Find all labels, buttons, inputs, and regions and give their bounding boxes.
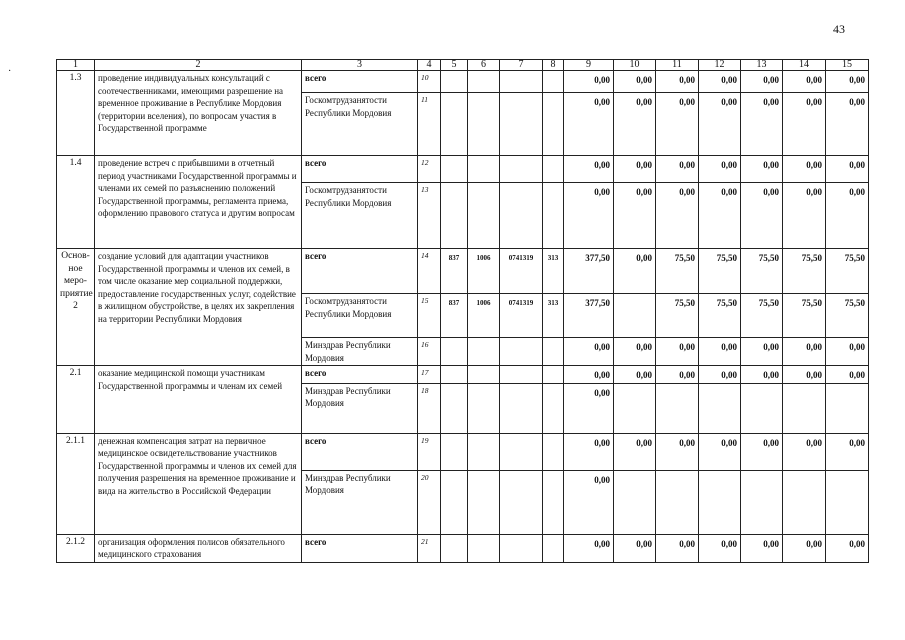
budget-code-c6 bbox=[500, 383, 543, 433]
budget-code-c6: 0741319 bbox=[500, 249, 543, 294]
budget-code-c4 bbox=[441, 433, 468, 470]
amount-col-13: 0,00 bbox=[741, 338, 783, 366]
amount-col-9: 0,00 bbox=[564, 470, 614, 534]
budget-code-c4 bbox=[441, 71, 468, 93]
budget-table bbox=[56, 59, 869, 563]
budget-code-c4 bbox=[441, 534, 468, 562]
header-col-4: 4 bbox=[418, 60, 441, 71]
row-number: 18 bbox=[418, 383, 441, 433]
header-col-10: 10 bbox=[614, 60, 656, 71]
amount-col-10: 0,00 bbox=[614, 433, 656, 470]
amount-col-11: 75,50 bbox=[656, 294, 699, 338]
budget-code-c5 bbox=[468, 93, 500, 156]
amount-col-10: 0,00 bbox=[614, 534, 656, 562]
budget-code-c6 bbox=[500, 156, 543, 183]
amount-col-15: 0,00 bbox=[826, 534, 869, 562]
item-number: 1.3 bbox=[57, 71, 95, 156]
amount-col-9: 0,00 bbox=[564, 383, 614, 433]
header-col-2: 2 bbox=[95, 60, 302, 71]
item-description: проведение встреч с прибывшими в отчетный период участниками Государственной программы и членами их семей по разъяснению положений Государственной программы, регламента приема, оформлению правового статуса и другим вопросам bbox=[95, 156, 302, 249]
amount-col-9: 0,00 bbox=[564, 71, 614, 93]
amount-col-15 bbox=[826, 470, 869, 534]
budget-code-c7 bbox=[543, 383, 564, 433]
item-number: 2.1.1 bbox=[57, 433, 95, 534]
funding-source: всего bbox=[302, 433, 418, 470]
budget-code-c6 bbox=[500, 366, 543, 384]
budget-code-c5: 1006 bbox=[468, 294, 500, 338]
amount-col-13 bbox=[741, 383, 783, 433]
header-col-12: 12 bbox=[699, 60, 741, 71]
amount-col-9: 0,00 bbox=[564, 338, 614, 366]
header-row bbox=[57, 60, 869, 71]
funding-source: Госкомтрудзанятости Республики Мордовия bbox=[302, 93, 418, 156]
row-number: 17 bbox=[418, 366, 441, 384]
amount-col-14: 0,00 bbox=[783, 366, 826, 384]
budget-code-c5 bbox=[468, 433, 500, 470]
amount-col-9: 0,00 bbox=[564, 433, 614, 470]
header-col-6: 6 bbox=[468, 60, 500, 71]
amount-col-15: 0,00 bbox=[826, 156, 869, 183]
amount-col-13: 0,00 bbox=[741, 71, 783, 93]
amount-col-11: 0,00 bbox=[656, 366, 699, 384]
amount-col-10: 0,00 bbox=[614, 249, 656, 294]
funding-source: всего bbox=[302, 249, 418, 294]
row-number: 14 bbox=[418, 249, 441, 294]
amount-col-14: 0,00 bbox=[783, 156, 826, 183]
amount-col-12: 75,50 bbox=[699, 249, 741, 294]
amount-col-14 bbox=[783, 470, 826, 534]
funding-source: Минздрав Республики Мордовия bbox=[302, 383, 418, 433]
amount-col-14: 75,50 bbox=[783, 294, 826, 338]
amount-col-10: 0,00 bbox=[614, 156, 656, 183]
amount-col-13: 75,50 bbox=[741, 294, 783, 338]
budget-code-c6: 0741319 bbox=[500, 294, 543, 338]
amount-col-12: 0,00 bbox=[699, 71, 741, 93]
amount-col-12: 0,00 bbox=[699, 433, 741, 470]
header-col-7: 7 bbox=[500, 60, 543, 71]
amount-col-14: 0,00 bbox=[783, 534, 826, 562]
funding-source: всего bbox=[302, 71, 418, 93]
budget-code-c7: 313 bbox=[543, 294, 564, 338]
amount-col-14 bbox=[783, 383, 826, 433]
amount-col-9: 0,00 bbox=[564, 93, 614, 156]
table-body bbox=[57, 71, 869, 563]
amount-col-15: 0,00 bbox=[826, 433, 869, 470]
header-col-9: 9 bbox=[564, 60, 614, 71]
row-number: 19 bbox=[418, 433, 441, 470]
amount-col-15 bbox=[826, 383, 869, 433]
amount-col-14: 0,00 bbox=[783, 71, 826, 93]
amount-col-13: 75,50 bbox=[741, 249, 783, 294]
budget-code-c7 bbox=[543, 156, 564, 183]
table-row bbox=[57, 156, 869, 183]
budget-code-c5 bbox=[468, 156, 500, 183]
row-number: 11 bbox=[418, 93, 441, 156]
funding-source: Госкомтрудзанятости Республики Мордовия bbox=[302, 183, 418, 249]
funding-source: Госкомтрудзанятости Республики Мордовия bbox=[302, 294, 418, 338]
row-number: 21 bbox=[418, 534, 441, 562]
header-col-8: 8 bbox=[543, 60, 564, 71]
header-col-14: 14 bbox=[783, 60, 826, 71]
budget-code-c5 bbox=[468, 470, 500, 534]
amount-col-9: 0,00 bbox=[564, 156, 614, 183]
budget-code-c4 bbox=[441, 338, 468, 366]
row-number: 15 bbox=[418, 294, 441, 338]
row-number: 13 bbox=[418, 183, 441, 249]
amount-col-10: 0,00 bbox=[614, 183, 656, 249]
amount-col-14: 75,50 bbox=[783, 249, 826, 294]
amount-col-15: 75,50 bbox=[826, 249, 869, 294]
amount-col-13 bbox=[741, 470, 783, 534]
budget-code-c5 bbox=[468, 71, 500, 93]
budget-code-c7 bbox=[543, 534, 564, 562]
funding-source: Минздрав Республики Мордовия bbox=[302, 470, 418, 534]
budget-code-c4: 837 bbox=[441, 249, 468, 294]
amount-col-13: 0,00 bbox=[741, 534, 783, 562]
header-col-13: 13 bbox=[741, 60, 783, 71]
amount-col-11: 75,50 bbox=[656, 249, 699, 294]
budget-code-c7 bbox=[543, 433, 564, 470]
amount-col-11: 0,00 bbox=[656, 534, 699, 562]
item-description: оказание медицинской помощи участникам Государственной программы и членам их семей bbox=[95, 366, 302, 434]
amount-col-14: 0,00 bbox=[783, 338, 826, 366]
amount-col-11: 0,00 bbox=[656, 71, 699, 93]
budget-code-c4 bbox=[441, 366, 468, 384]
header-col-1: 1 bbox=[57, 60, 95, 71]
budget-code-c5 bbox=[468, 534, 500, 562]
budget-code-c7 bbox=[543, 470, 564, 534]
amount-col-12: 0,00 bbox=[699, 93, 741, 156]
amount-col-9: 0,00 bbox=[564, 534, 614, 562]
budget-code-c4 bbox=[441, 470, 468, 534]
amount-col-11: 0,00 bbox=[656, 156, 699, 183]
amount-col-12: 0,00 bbox=[699, 338, 741, 366]
amount-col-10: 0,00 bbox=[614, 338, 656, 366]
table-row bbox=[57, 71, 869, 93]
amount-col-9: 377,50 bbox=[564, 249, 614, 294]
item-description: создание условий для адаптации участников Государственной программы и членов их семей, в том числе оказание мер социальной поддержки, предоставление государственных услуг, содействие в жилищном обустройстве, в целях их закрепления на территории Республики Мордовия bbox=[95, 249, 302, 366]
budget-code-c6 bbox=[500, 534, 543, 562]
budget-code-c7 bbox=[543, 338, 564, 366]
item-number: 2.1.2 bbox=[57, 534, 95, 562]
amount-col-12: 0,00 bbox=[699, 534, 741, 562]
header-col-15: 15 bbox=[826, 60, 869, 71]
budget-code-c4: 837 bbox=[441, 294, 468, 338]
page-number: 43 bbox=[833, 22, 845, 36]
header-col-3: 3 bbox=[302, 60, 418, 71]
header-col-11: 11 bbox=[656, 60, 699, 71]
item-description: проведение индивидуальных консультаций с соотечественниками, имеющими разрешение на временное проживание в Республике Мордовия (территории вселения), по вопросам участия в Государственной программе bbox=[95, 71, 302, 156]
budget-code-c6 bbox=[500, 183, 543, 249]
budget-code-c4 bbox=[441, 383, 468, 433]
item-number: 2.1 bbox=[57, 366, 95, 434]
amount-col-15: 75,50 bbox=[826, 294, 869, 338]
amount-col-11: 0,00 bbox=[656, 93, 699, 156]
margin-mark: · bbox=[8, 66, 12, 77]
amount-col-13: 0,00 bbox=[741, 156, 783, 183]
budget-code-c6 bbox=[500, 433, 543, 470]
budget-code-c6 bbox=[500, 71, 543, 93]
amount-col-11: 0,00 bbox=[656, 183, 699, 249]
item-description: организация оформления полисов обязательного медицинского страхования bbox=[95, 534, 302, 562]
amount-col-10 bbox=[614, 470, 656, 534]
amount-col-10: 0,00 bbox=[614, 366, 656, 384]
amount-col-15: 0,00 bbox=[826, 338, 869, 366]
budget-code-c7 bbox=[543, 71, 564, 93]
amount-col-14: 0,00 bbox=[783, 93, 826, 156]
amount-col-12: 75,50 bbox=[699, 294, 741, 338]
amount-col-14: 0,00 bbox=[783, 433, 826, 470]
amount-col-13: 0,00 bbox=[741, 366, 783, 384]
amount-col-12: 0,00 bbox=[699, 156, 741, 183]
item-number: 1.4 bbox=[57, 156, 95, 249]
item-number: Основ-ное меро-приятие 2 bbox=[57, 249, 95, 366]
funding-source: всего bbox=[302, 156, 418, 183]
amount-col-10: 0,00 bbox=[614, 71, 656, 93]
amount-col-12: 0,00 bbox=[699, 183, 741, 249]
row-number: 10 bbox=[418, 71, 441, 93]
budget-code-c6 bbox=[500, 338, 543, 366]
budget-code-c6 bbox=[500, 93, 543, 156]
funding-source: всего bbox=[302, 534, 418, 562]
funding-source: всего bbox=[302, 366, 418, 384]
budget-code-c5 bbox=[468, 183, 500, 249]
amount-col-11: 0,00 bbox=[656, 433, 699, 470]
amount-col-11: 0,00 bbox=[656, 338, 699, 366]
budget-code-c5 bbox=[468, 338, 500, 366]
amount-col-15: 0,00 bbox=[826, 93, 869, 156]
budget-code-c7 bbox=[543, 366, 564, 384]
table-row bbox=[57, 249, 869, 294]
row-number: 16 bbox=[418, 338, 441, 366]
amount-col-13: 0,00 bbox=[741, 433, 783, 470]
budget-code-c5 bbox=[468, 383, 500, 433]
row-number: 12 bbox=[418, 156, 441, 183]
amount-col-12 bbox=[699, 470, 741, 534]
amount-col-15: 0,00 bbox=[826, 71, 869, 93]
amount-col-10: 0,00 bbox=[614, 93, 656, 156]
budget-code-c6 bbox=[500, 470, 543, 534]
amount-col-9: 0,00 bbox=[564, 366, 614, 384]
budget-code-c5 bbox=[468, 366, 500, 384]
item-description: денежная компенсация затрат на первичное медицинское освидетельствование участников Государственной программы и членов их семей для получения разрешения на временное проживание и вида на жительство в Российской Федерации bbox=[95, 433, 302, 534]
budget-code-c4 bbox=[441, 93, 468, 156]
amount-col-12 bbox=[699, 383, 741, 433]
amount-col-14: 0,00 bbox=[783, 183, 826, 249]
amount-col-13: 0,00 bbox=[741, 183, 783, 249]
funding-source: Минздрав Республики Мордовия bbox=[302, 338, 418, 366]
amount-col-10 bbox=[614, 294, 656, 338]
amount-col-9: 0,00 bbox=[564, 183, 614, 249]
table-row bbox=[57, 534, 869, 562]
budget-code-c4 bbox=[441, 156, 468, 183]
amount-col-9: 377,50 bbox=[564, 294, 614, 338]
amount-col-11 bbox=[656, 383, 699, 433]
amount-col-15: 0,00 bbox=[826, 366, 869, 384]
budget-code-c7 bbox=[543, 183, 564, 249]
amount-col-11 bbox=[656, 470, 699, 534]
amount-col-10 bbox=[614, 383, 656, 433]
header-col-5: 5 bbox=[441, 60, 468, 71]
table-row bbox=[57, 433, 869, 470]
row-number: 20 bbox=[418, 470, 441, 534]
budget-code-c4 bbox=[441, 183, 468, 249]
amount-col-12: 0,00 bbox=[699, 366, 741, 384]
amount-col-15: 0,00 bbox=[826, 183, 869, 249]
budget-code-c7: 313 bbox=[543, 249, 564, 294]
amount-col-13: 0,00 bbox=[741, 93, 783, 156]
budget-code-c5: 1006 bbox=[468, 249, 500, 294]
budget-code-c7 bbox=[543, 93, 564, 156]
table-row bbox=[57, 366, 869, 384]
